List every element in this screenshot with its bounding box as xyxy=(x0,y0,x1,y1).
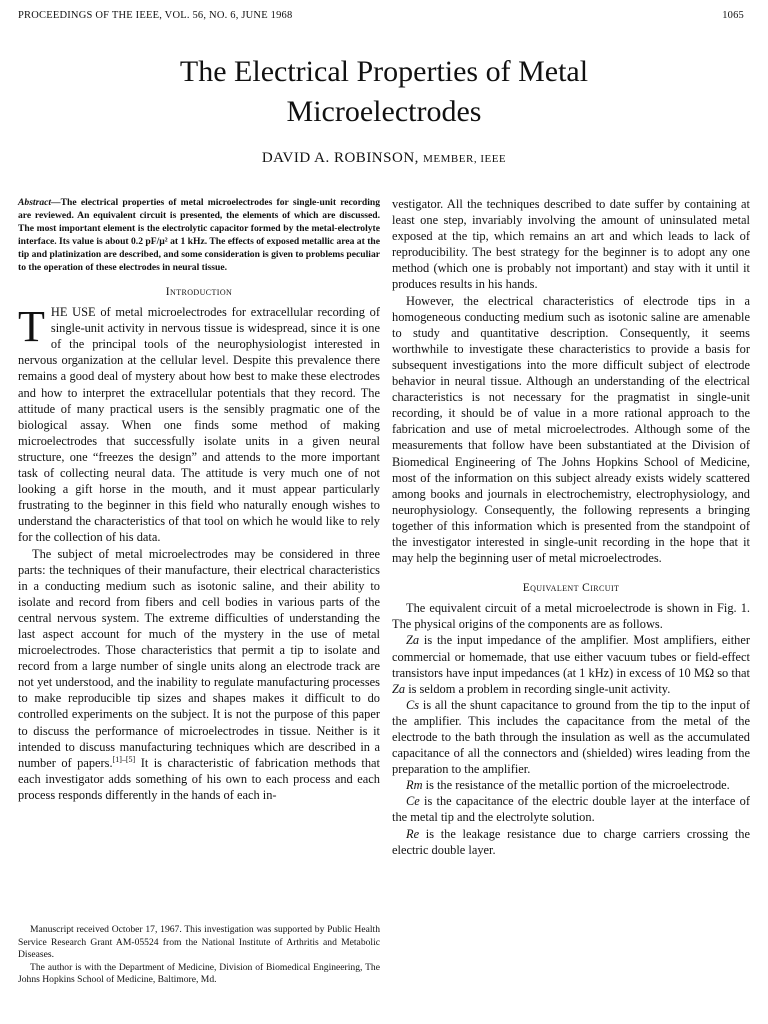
right-paragraph-1: vestigator. All the techniques described to date suffer by containing at least one step, invariably involving the amount of uninsulated metal exposed at the tip, which remains an art and which leads to lack of reproducibility. The best strategy for the beginner is to adopt any one method (which one is probably not important) and stay with it until it produces results in his hands. xyxy=(392,197,750,292)
ec-paragraph-1: The equivalent circuit of a metal microelectrode is shown in Fig. 1. The physical origins of the components are as follows. xyxy=(392,601,750,632)
footnote-author: The author is with the Department of Medicine, Division of Biomedical Engineering, The Johns Hopkins School of Medicine, Baltimore, Md. xyxy=(18,961,380,985)
ec-paragraph-re: Re is the leakage resistance due to charge carriers crossing the electric double layer. xyxy=(392,826,750,857)
intro-paragraph-2: The subject of metal microelectrodes may be considered in three parts: the techniques of their manufacture, their electrical characteristics in a conducting medium such as isotonic saline, and their ability to isolate and record from fibers and cell bodies in various parts of the central nervous system. The extreme difficulties of understanding the last aspect account for much of the mystery in the use of metal microelectrodes. Those characteristics that permit a tip to isolate and record from a large number of single units along an electrode track are not yet understood, and the inability to regulate manufacturing processes to make reproducible tip sizes and shapes makes it difficult to do controlled experiments on the subject. It is not the purpose of this paper to discuss the performance of microelectrodes in tissue. Neither is it intended to discuss manufacturing techniques which are described in a number of papers.[1]–[5] It is characteristic of fabrication methods that each investigator adds something of his own to each process and each process responds differently in the hands of each in- xyxy=(18,546,380,802)
author-affiliation: MEMBER, IEEE xyxy=(423,153,507,165)
ec-paragraph-ce: Ce is the capacitance of the electric double layer at the interface of the metal tip and the electrolyte solution. xyxy=(392,794,750,825)
right-column xyxy=(392,196,750,858)
abstract xyxy=(18,196,380,274)
paper-title xyxy=(0,52,768,132)
abstract-text: The electrical properties of metal microelectrodes for single-unit recording are reviewed. An equivalent circuit is presented, the elements of which are discussed. The most important element is the electrolytic capacitor formed by the metal-electrolyte interface. Its value is about 0.2 pF/µ² at 1 kHz. The effects of exposed metallic area at the tip and platinization are described, and some consideration is given to problems peculiar to the operation of these electrodes in neural tissue. xyxy=(18,197,380,273)
ec-paragraph-za: Za is the input impedance of the amplifier. Most amplifiers, either commercial or homemade, that use either vacuum tubes or field-effect transistors have input impedances (at 1 kHz) in excess of 10 MΩ so that Za is seldom a problem in recording single-unit activity. xyxy=(392,633,750,696)
section-heading-equivalent-circuit: Equivalent Circuit xyxy=(522,582,620,595)
ec-paragraph-cs: Cs is all the shunt capacitance to ground from the tip to the input of the amplifier. This includes the capacitance from the metal of the electrode to the bath through the insulation as well as the accumulated capacitance of all the connectors and (shielded) wires leading from the preparation to the amplifier. xyxy=(392,697,750,777)
drop-cap: T xyxy=(18,302,45,352)
title-line-1: The Electrical Properties of Metal xyxy=(179,55,589,88)
journal-citation: PROCEEDINGS OF THE IEEE, VOL. 56, NO. 6, JUNE 1968 xyxy=(18,10,293,21)
page-number: 1065 xyxy=(722,10,744,21)
title-line-2: Microelectrodes xyxy=(286,95,482,128)
intro-lead: HE USE xyxy=(50,305,96,320)
author-name: DAVID A. ROBINSON, xyxy=(261,150,419,166)
intro-p1-text: of metal microelectrodes for extracellular recording of single-unit activity in nervous tissue is widespread, since it is one of the principal tools of the neurophysiologist interested in nervous organization at the cellular level. Despite this prevalence there remains a good deal of mystery about how best to make these electrodes and how to interpret the extracellular potentials that they record. The attitude of many practical users is the sensibly pragmatic one of the biological assay. When one finds some method of making microelectrodes that successfully isolate units in a given neural structure, one “freezes the design” and attends to the more important task of collecting neural data. The attitude is very much one of not looking a gift horse in the mouth, and it must appear particularly frustrating to the beginner in this field who naturally enough wishes to understand the characteristics of that tool on which he would like to rely for the collection of his data. xyxy=(18,305,380,545)
left-column xyxy=(18,196,380,803)
ec-paragraph-rm: Rm is the resistance of the metallic portion of the microelectrode. xyxy=(406,778,730,793)
citation-ref: [1]–[5] xyxy=(112,754,136,764)
intro-paragraph-1 xyxy=(18,304,380,545)
footnote-manuscript: Manuscript received October 17, 1967. This investigation was supported by Public Health Service Research Grant AM-05524 from the National Institute of Arthritis and Metabolic Diseases. xyxy=(18,924,380,960)
right-paragraph-2: However, the electrical characteristics of electrode tips in a homogeneous conducting medium such as isotonic saline are amenable to study and quantitative description. Consequently, it seems worthwhile to investigate these characteristics to provide a basis for subsequent investigations into the more difficult subject of electrode behavior in neural tissue. Although an understanding of the electrical characteristics is not necessary for the pragmatist in single-unit recording, it should be of value in a more rational approach to the fabrication and use of metal microelectrodes. Although some of the measurements that follow have been substantiated at the Division of Biomedical Engineering of The Johns Hopkins School of Medicine, most of the information on this subject already exists widely scattered among books and journals in electrochemistry, electrophysiology, and neurophysiology. Consequently, the following represents a bringing together of this information which is presented from the standpoint of the investigator interested in single-unit recording in the hope that it may help the beginning user of metal microelectrodes. xyxy=(392,293,750,566)
author-line xyxy=(0,150,768,167)
abstract-label: Abstract— xyxy=(18,197,61,208)
running-header xyxy=(18,10,744,21)
section-heading-introduction: Introduction xyxy=(165,286,233,298)
footnotes xyxy=(18,924,380,987)
